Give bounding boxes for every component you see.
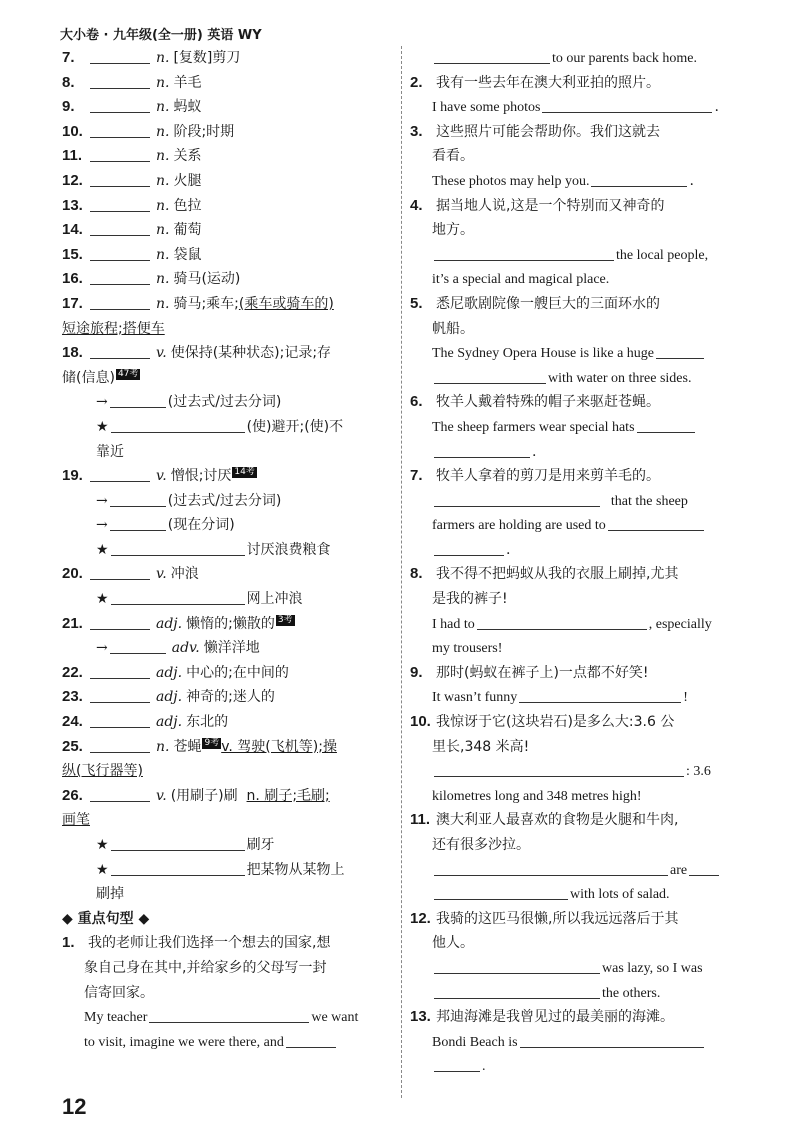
answer-blank[interactable] (90, 613, 150, 630)
sentence-1: 1. 我的老师让我们选择一个想去的国家,想 (62, 934, 331, 952)
sentence-11-zh2: 还有很多沙拉。 (432, 837, 530, 853)
sentence-12: 12. 我骑的这匹马很懒,所以我远远落后于其 (410, 909, 679, 927)
answer-blank[interactable] (110, 490, 166, 507)
answer-blank[interactable] (434, 883, 568, 900)
answer-blank[interactable] (637, 416, 695, 433)
answer-blank[interactable] (110, 514, 166, 531)
answer-blank[interactable] (656, 342, 704, 359)
sentence-1-en2: to visit, imagine we were there, and (62, 1030, 392, 1055)
page-number: 12 (62, 1094, 87, 1119)
sentence-4-en2: it’s a special and magical place. (432, 272, 610, 288)
sentence-11-en2: with lots of salad. (410, 882, 745, 907)
star-icon: ★ (96, 591, 109, 608)
sentence-7-en3: . (410, 538, 745, 563)
answer-blank[interactable] (111, 588, 245, 605)
vocab-item-26: 26. v. (用刷子)刷 n. 刷子;毛刷; (62, 786, 330, 804)
sentence-5-en2: with water on three sides. (410, 366, 745, 391)
answer-blank[interactable] (434, 760, 684, 777)
answer-blank[interactable] (111, 539, 245, 556)
sentence-3-zh2: 看看。 (432, 148, 474, 165)
vocab-item-19: 19. v. 憎恨;讨厌 14考 (62, 467, 255, 485)
answer-blank[interactable] (90, 686, 150, 703)
answer-blank[interactable] (542, 96, 712, 113)
sentence-8-en1: I had to , especially (410, 612, 745, 637)
sentence-3-en: These photos may help you. . (410, 169, 745, 194)
answer-blank[interactable] (90, 711, 150, 728)
sentence-1-zh3: 信寄回家。 (84, 984, 154, 1001)
answer-blank[interactable] (434, 47, 550, 64)
sentence-6-en1: The sheep farmers wear special hats (410, 415, 745, 440)
vocab-item-9: 9. n. 蚂蚁 (62, 98, 202, 116)
derived-form: → (过去式/过去分词) (62, 489, 392, 514)
vocab-item-7: 7. n. [复数]剪刀 (62, 49, 241, 66)
answer-blank[interactable] (286, 1031, 336, 1048)
answer-blank[interactable] (110, 391, 166, 408)
answer-blank[interactable] (90, 170, 150, 187)
exam-count-badge: 9考 (204, 737, 220, 748)
vocab-item-25: 25. n. 苍蝇 9考 v. 驾驶(飞机等);操 (62, 737, 337, 755)
sentence-8-zh2: 是我的裤子! (432, 591, 508, 608)
star-icon: ★ (96, 418, 109, 435)
star-icon: ★ (96, 837, 109, 853)
answer-blank[interactable] (90, 736, 150, 753)
answer-blank[interactable] (90, 465, 150, 482)
answer-blank[interactable] (90, 662, 150, 679)
star-icon: ★ (96, 541, 109, 558)
answer-blank[interactable] (90, 145, 150, 162)
answer-blank[interactable] (90, 121, 150, 138)
vocab-item-18-cont: 储(信息) 47考 (62, 368, 139, 386)
answer-blank[interactable] (110, 637, 166, 654)
vocab-item-17-cont: 短途旅程;搭便车 (62, 320, 165, 337)
answer-blank[interactable] (520, 1031, 704, 1048)
vocab-item-26-cont: 画笔 (62, 812, 90, 829)
answer-blank[interactable] (90, 293, 150, 310)
phrase-item: ★ 讨厌浪费粮食 (62, 538, 392, 563)
answer-blank[interactable] (434, 539, 504, 556)
answer-blank[interactable] (90, 563, 150, 580)
column-divider (401, 46, 402, 1098)
answer-blank[interactable] (149, 1006, 309, 1023)
sentence-2: 2. 我有一些去年在澳大利亚拍的照片。 (410, 73, 660, 91)
vocab-item-16: 16. n. 骑马(运动) (62, 270, 241, 288)
header-title: 大小卷 · 九年级(全一册) 英语 WY (60, 28, 262, 43)
sentence-7-en2: farmers are holding are used to (410, 513, 745, 538)
phrase-item-cont: 刷掉 (96, 886, 124, 903)
answer-blank[interactable] (111, 859, 245, 876)
answer-blank[interactable] (434, 1055, 480, 1072)
vocab-item-21: 21. adj. 懒惰的;懒散的 3考 (62, 614, 293, 632)
answer-blank[interactable] (90, 72, 150, 89)
answer-blank[interactable] (477, 613, 647, 630)
vocab-item-11: 11. n. 关系 (62, 147, 202, 165)
sentence-5-en1: The Sydney Opera House is like a huge (410, 341, 745, 366)
phrase-item-cont: 靠近 (96, 443, 124, 460)
sentence-4: 4. 据当地人说,这是一个特别而又神奇的 (410, 196, 665, 214)
vocab-item-14: 14. n. 葡萄 (62, 221, 202, 239)
answer-blank[interactable] (434, 244, 614, 261)
answer-blank[interactable] (434, 859, 668, 876)
derived-form: → (过去式/过去分词) (62, 390, 392, 415)
sentence-1-en3: to our parents back home. (410, 46, 745, 71)
sentence-10: 10. 我惊讶于它(这块岩石)是多么大:3.6 公 (410, 713, 675, 731)
sentence-3: 3. 这些照片可能会帮助你。我们这就去 (410, 122, 660, 140)
answer-blank[interactable] (434, 982, 600, 999)
answer-blank[interactable] (519, 686, 681, 703)
sentence-11-en1: are (410, 858, 745, 883)
right-column (410, 46, 745, 1079)
sentence-10-en1: : 3.6 (410, 759, 745, 784)
answer-blank[interactable] (90, 195, 150, 212)
sentence-8-en2: my trousers! (432, 641, 503, 657)
derived-form: → (现在分词) (62, 513, 392, 538)
sentence-13: 13. 邦迪海滩是我曾见过的最美丽的海滩。 (410, 1008, 674, 1026)
answer-blank[interactable] (434, 957, 600, 974)
vocab-item-10: 10. n. 阶段;时期 (62, 122, 235, 140)
sentence-13-en2: . (410, 1054, 745, 1079)
sentence-7-en1: that the sheep (410, 489, 745, 514)
exam-count-badge: 14考 (234, 467, 255, 478)
sentence-1-zh2: 象自己身在其中,并给家乡的父母写一封 (84, 959, 327, 976)
sentence-9-en: It wasn’t funny ! (410, 685, 745, 710)
sentence-1-en1: My teacher we want (62, 1005, 392, 1030)
sentence-11: 11. 澳大利亚人最喜欢的食物是火腿和牛肉, (410, 811, 679, 829)
sentence-10-zh2: 里长,348 米高! (432, 738, 530, 755)
answer-blank[interactable] (434, 490, 600, 507)
sentence-9: 9. 那时(蚂蚁在裤子上)一点都不好笑! (410, 663, 649, 681)
vocab-item-12: 12. n. 火腿 (62, 171, 202, 189)
exam-count-badge: 3考 (277, 614, 293, 625)
sentence-5-zh2: 帆船。 (432, 320, 474, 337)
star-icon: ★ (96, 861, 109, 878)
vocab-item-20: 20. v. 冲浪 (62, 565, 199, 583)
arrow-icon: → (96, 640, 108, 657)
sentence-5: 5. 悉尼歌剧院像一艘巨大的三面环水的 (410, 294, 660, 312)
arrow-icon: → (96, 517, 108, 534)
answer-blank[interactable] (434, 441, 530, 458)
answer-blank[interactable] (689, 859, 719, 876)
answer-blank[interactable] (90, 219, 150, 236)
exam-count-badge: 47考 (117, 368, 139, 379)
sentence-10-en2: kilometres long and 348 metres high! (432, 788, 642, 804)
phrase-item: ★ (使)避开;(使)不 (62, 415, 392, 440)
answer-blank[interactable] (111, 416, 245, 433)
arrow-icon: → (96, 394, 108, 411)
answer-blank[interactable] (90, 47, 150, 64)
derived-form: → adv. 懒洋洋地 (62, 636, 392, 661)
sentence-6-en2: . (410, 440, 745, 465)
arrow-icon: → (96, 492, 108, 509)
answer-blank[interactable] (90, 244, 150, 261)
answer-blank[interactable] (608, 514, 704, 531)
vocab-item-18: 18. v. 使保持(某种状态);记录;存 (62, 344, 332, 362)
sentence-8: 8. 我不得不把蚂蚁从我的衣服上刷掉,尤其 (410, 565, 679, 583)
sentence-7: 7. 牧羊人拿着的剪刀是用来剪羊毛的。 (410, 467, 660, 485)
vocab-item-8: 8. n. 羊毛 (62, 73, 202, 91)
section-title: ◆ 重点句型 ◆ (62, 910, 150, 927)
vocab-item-23: 23. adj. 神奇的;迷人的 (62, 688, 275, 706)
phrase-item: ★ 刷牙 (62, 833, 392, 858)
vocab-item-17: 17. n. 骑马;乘车;(乘车或骑车的) (62, 294, 334, 312)
vocab-item-15: 15. n. 袋鼠 (62, 245, 202, 263)
answer-blank[interactable] (591, 170, 687, 187)
sentence-4-en1: the local people, (410, 243, 745, 268)
sentence-12-zh2: 他人。 (432, 935, 474, 952)
left-column (62, 46, 392, 1054)
phrase-item: ★ 把某物从某物上 (62, 858, 392, 883)
answer-blank[interactable] (434, 367, 546, 384)
sentence-2-en: I have some photos . (410, 95, 745, 120)
vocab-item-13: 13. n. 色拉 (62, 196, 202, 214)
answer-blank[interactable] (111, 834, 245, 851)
vocab-item-24: 24. adj. 东北的 (62, 713, 229, 731)
answer-blank[interactable] (90, 96, 150, 113)
vocab-item-25-cont: 纵(飞行器等) (62, 763, 143, 780)
phrase-item: ★ 网上冲浪 (62, 587, 392, 612)
sentence-4-zh2: 地方。 (432, 222, 474, 239)
sentence-12-en1: was lazy, so I was (410, 956, 745, 981)
sentence-13-en1: Bondi Beach is (410, 1030, 745, 1055)
answer-blank[interactable] (90, 785, 150, 802)
sentence-12-en2: the others. (410, 981, 745, 1006)
vocab-item-22: 22. adj. 中心的;在中间的 (62, 663, 289, 681)
sentence-6: 6. 牧羊人戴着特殊的帽子来驱赶苍蝇。 (410, 393, 660, 411)
answer-blank[interactable] (90, 268, 150, 285)
answer-blank[interactable] (90, 342, 150, 359)
